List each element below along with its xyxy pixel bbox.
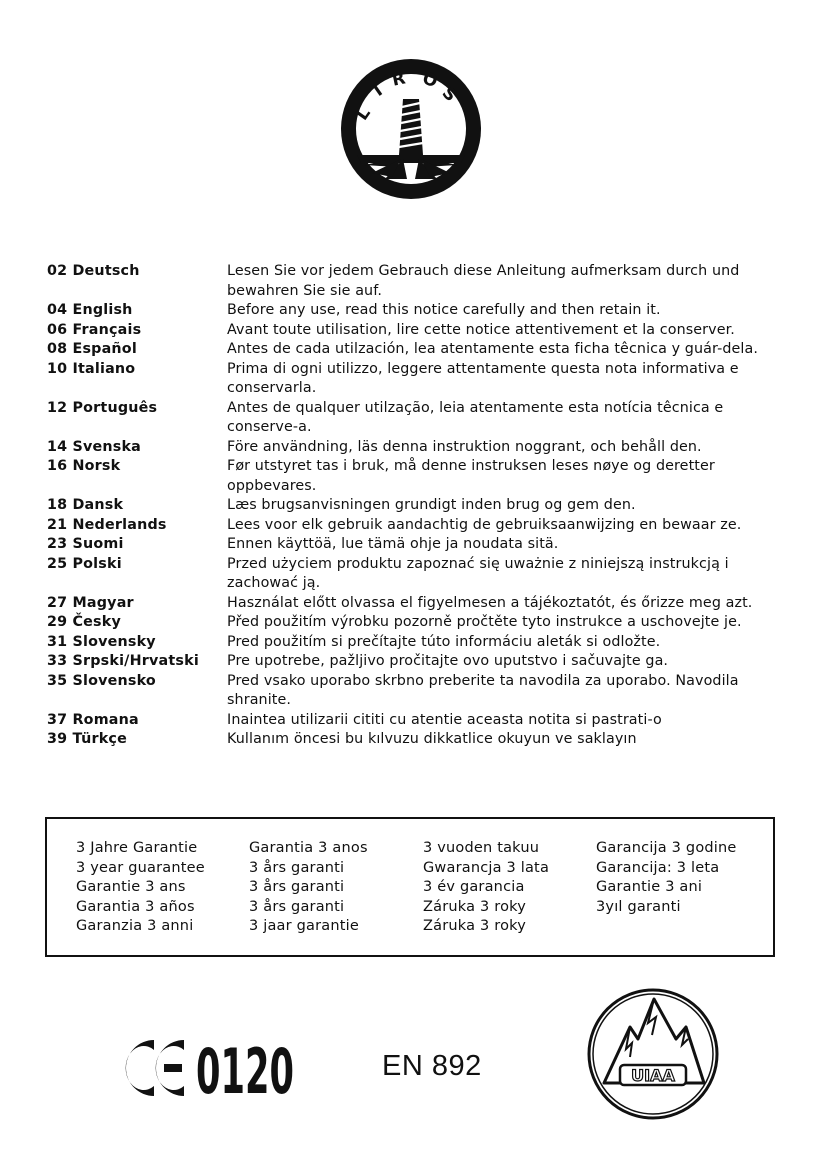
ce-0120-mark (122, 1035, 296, 1108)
language-code: 14 Svenska (47, 438, 142, 455)
language-code: 04 English (47, 302, 133, 318)
language-row-sl (47, 672, 787, 711)
logo-letter: S (437, 83, 461, 106)
language-row-nl (47, 516, 787, 536)
guarantee-item: Gwarancja 3 lata (423, 859, 550, 876)
language-notice: Antes de cada utilzación, lea atentamente esta ficha têcnica y guár-dela. (227, 341, 758, 357)
guarantee-item: Garantia 3 anos (249, 840, 368, 856)
language-row-ro (47, 711, 787, 731)
language-notice: Pred použitím si prečítajte túto informáciu aleták si odložte. (227, 633, 661, 650)
language-notice: Før utstyret tas i bruk, må denne instruksen leses nøye og deretter oppbevares. (227, 458, 715, 494)
guarantee-item: 3 year guarantee (76, 859, 205, 876)
guarantee-box (45, 817, 775, 957)
guarantee-item: Garanzia 3 anni (76, 918, 194, 934)
guarantee-column (249, 839, 368, 937)
language-code: 10 Italiano (47, 360, 136, 377)
language-row-pl (47, 555, 787, 594)
language-notice: Lees voor elk gebruik aandachtig de gebruiksaanwijzing en bewaar ze. (227, 516, 742, 533)
guarantee-item: 3 Jahre Garantie (76, 840, 198, 856)
guarantee-item: Garancija 3 godine (596, 840, 737, 856)
language-row-no (47, 457, 787, 496)
language-code: 18 Dansk (47, 497, 124, 513)
guarantee-item: 3 års garanti (249, 859, 345, 876)
language-row-en (47, 301, 787, 321)
language-notice: Antes de qualquer utilzação, leia atentamente esta notícia têcnica e conserve-a. (227, 399, 724, 435)
guarantee-item: 3 års garanti (249, 898, 345, 915)
logo-letter: R (390, 68, 408, 91)
language-code: 08 Español (47, 341, 137, 357)
language-row-sk (47, 633, 787, 653)
language-code: 06 Français (47, 321, 142, 338)
language-notice: Pred vsako uporabo skrbno preberite ta navodila za uporabo. Navodila shranite. (227, 672, 739, 708)
language-code: 16 Norsk (47, 458, 121, 474)
guarantee-item: Garantie 3 ans (76, 879, 186, 895)
guarantee-item: 3yıl garanti (596, 898, 681, 915)
uiaa-label: UIAA (631, 1066, 675, 1085)
language-row-it (47, 360, 787, 399)
language-code: 27 Magyar (47, 594, 134, 611)
guarantee-item: Záruka 3 roky (423, 918, 527, 934)
guarantee-item: Garantia 3 años (76, 898, 195, 915)
language-row-da (47, 496, 787, 516)
language-notice: Használat előtt olvassa el figyelmesen a tájékoztatót, és őrizze meg azt. (227, 594, 753, 611)
uiaa-logo (586, 987, 720, 1121)
guarantee-item: Garancija: 3 leta (596, 859, 720, 876)
language-notice: Kullanım öncesi bu kılvuzu dikkatlice okuyun ve saklayın (227, 731, 637, 747)
language-row-pt (47, 399, 787, 438)
language-code: 21 Nederlands (47, 516, 167, 533)
language-code: 37 Romana (47, 711, 139, 728)
language-code: 12 Português (47, 399, 158, 416)
language-row-cs (47, 613, 787, 633)
language-code: 39 Türkçe (47, 731, 127, 747)
language-code: 33 Srpski/Hrvatski (47, 653, 199, 669)
language-row-hu (47, 594, 787, 614)
language-row-sv (47, 438, 787, 458)
language-index (47, 262, 787, 750)
language-notice: Ennen käyttöä, lue tämä ohje ja noudata sitä. (227, 536, 559, 552)
logo-letter: L (352, 103, 375, 125)
language-notice: Prima di ogni utilizzo, leggere attentamente questa nota informativa e conservarla. (227, 360, 739, 396)
language-notice: Before any use, read this notice carefully and then retain it. (227, 302, 661, 318)
guarantee-item: 3 év garancia (423, 879, 525, 895)
language-notice: Före användning, läs denna instruktion noggrant, och behåll den. (227, 438, 702, 455)
guarantee-item: Garantie 3 ani (596, 879, 703, 895)
language-code: 02 Deutsch (47, 263, 140, 279)
guarantee-item: 3 jaar garantie (249, 918, 359, 934)
language-row-fi (47, 535, 787, 555)
guarantee-column (596, 839, 737, 917)
guarantee-item: 3 års garanti (249, 879, 345, 895)
language-notice: Lesen Sie vor jedem Gebrauch diese Anleitung aufmerksam durch und bewahren Sie sie auf. (227, 263, 740, 299)
language-row-tr (47, 730, 787, 750)
language-code: 29 Česky (47, 614, 121, 630)
language-row-es (47, 340, 787, 360)
language-code: 35 Slovensko (47, 672, 156, 689)
logo-letter: I (369, 80, 387, 101)
language-notice: Læs brugsanvisningen grundigt inden brug og gem den. (227, 497, 636, 513)
language-notice: Před použitím výrobku pozorně pročtěte tyto instrukce a uschovejte je. (227, 614, 742, 630)
svg-text:0120: 0120 (196, 1035, 294, 1108)
language-code: 23 Suomi (47, 536, 124, 552)
language-code: 31 Slovensky (47, 633, 156, 650)
en-norm-label: EN 892 (382, 1050, 482, 1082)
logo-letter: O (419, 68, 440, 93)
language-code: 25 Polski (47, 555, 122, 572)
language-notice: Przed użyciem produktu zapoznać się uważnie z niniejszą instrukcją i zachować ją. (227, 555, 729, 591)
guarantee-item: Záruka 3 roky (423, 898, 527, 915)
guarantee-column (423, 839, 549, 937)
language-notice: Pre upotrebe, pažljivo pročitajte ovo uputstvo i sačuvajte ga. (227, 653, 669, 669)
guarantee-column (76, 839, 205, 937)
language-row-sr-hr (47, 652, 787, 672)
language-row-fr (47, 321, 787, 341)
liros-logo (337, 55, 485, 203)
guarantee-item: 3 vuoden takuu (423, 840, 540, 856)
language-notice: Avant toute utilisation, lire cette notice attentivement et la conserver. (227, 321, 735, 338)
language-row-de (47, 262, 787, 301)
language-notice: Inaintea utilizarii cititi cu atentie aceasta notita si pastrati-o (227, 711, 662, 728)
